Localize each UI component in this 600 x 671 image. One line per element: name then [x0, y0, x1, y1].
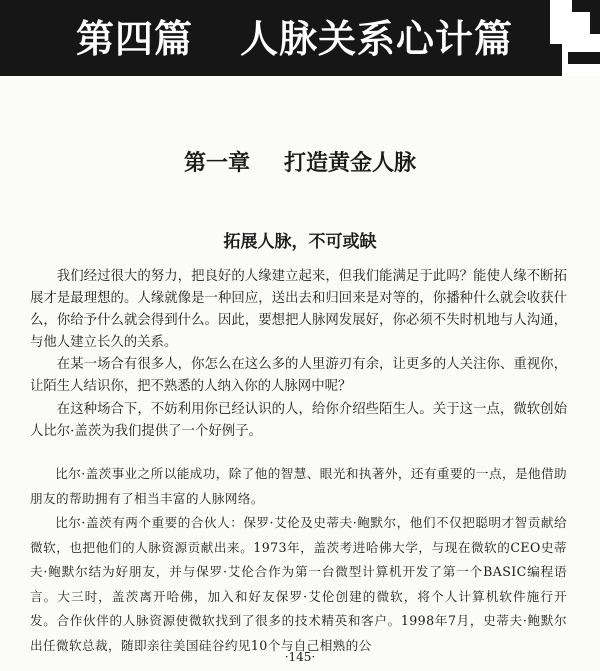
corner-ornament — [510, 0, 600, 76]
case-study — [30, 462, 567, 658]
part-number: 第四篇 — [76, 17, 194, 61]
body-text — [30, 266, 567, 443]
part-banner — [0, 0, 600, 76]
paragraph: 在某一场合有很多人，你怎么在这么多的人里游刃有余，让更多的人关注你、重视你，让陌生人结识你，把不熟悉的人纳入你的人脉网中呢？ — [30, 357, 567, 395]
page-number: ·145· — [284, 650, 316, 664]
part-title: 人脉关系心计篇 — [240, 17, 514, 61]
section-title: 拓展人脉，不可或缺 — [223, 232, 377, 252]
chapter-heading — [0, 146, 600, 177]
chapter-number: 第一章 — [183, 150, 250, 176]
case-paragraph: 比尔·盖茨事业之所以能成功，除了他的智慧、眼光和执著外，还有重要的一点，是他借助朋友的帮助拥有了相当丰富的人脉网络。 — [30, 466, 567, 506]
case-paragraph: 比尔·盖茨有两个重要的合伙人：保罗·艾伦及史蒂夫·鲍默尔，他们不仅把聪明才智贡献给微软，也把他们的人脉资源贡献出来。1973年，盖茨考进哈佛大学，与现在微软的CEO史蒂夫·鲍默尔结为好朋友，并与保罗·艾伦合作为第一台微型计算机开发了第一个BASIC编程语言。大三时，盖茨离开哈佛，加入和好友保罗·艾伦创建的微软，将个人计算机软件施行开发。合作伙伴的人脉资源使微软找到了很多的技术精英和客户。1998年7月，史蒂夫·鲍默尔出任微软总裁，随即亲往美国硅谷约见10个与自己相熟的公 — [30, 515, 567, 653]
chapter-title: 打造黄金人脉 — [284, 150, 417, 176]
paragraph: 在这种场合下，不妨利用你已经认识的人，给你介绍些陌生人。关于这一点，微软创始人比尔·盖茨为我们提供了一个好例子。 — [30, 401, 567, 439]
paragraph: 我们经过很大的努力，把良好的人缘建立起来，但我们能满足于此吗？能使人缘不断拓展才是最理想的。人缘就像是一种回应，送出去和归回来是对等的，你播种什么就会收获什么，你给予什么就会得到什么。因此，要想把人脉网发展好，你必须不失时机地与人沟通，与他人建立长久的关系。 — [30, 269, 567, 351]
